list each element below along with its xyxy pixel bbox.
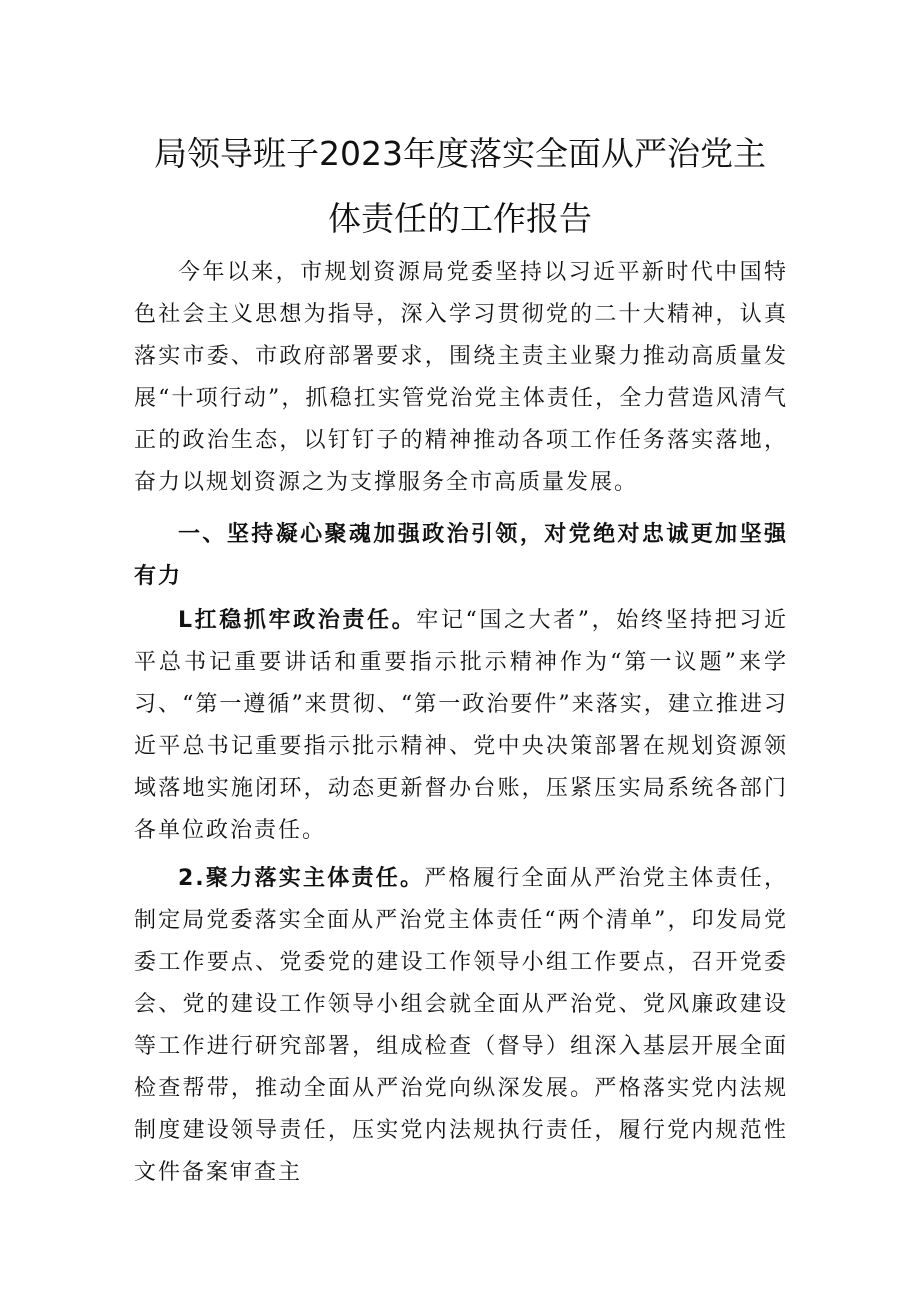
item-2-lead: 2.聚力落实主体责任。 — [178, 866, 425, 891]
item-1-lead: L扛稳抓牢政治责任。 — [178, 608, 417, 633]
item-1-paragraph — [134, 600, 788, 852]
item-2-paragraph — [134, 858, 788, 1194]
item-1-content — [134, 600, 788, 852]
item-2-text: 严格履行全面从严治党主体责任，制定局党委落实全面从严治党主体责任“两个清单”，印发局党委工作要点、党委党的建设工作领导小组工作要点，召开党委会、党的建设工作领导小组会就全面从严治党、党风廉政建设等工作进行研究部署，组成检查（督导）组深入基层开展全面检查帮带，推动全面从严治党向纵深发展。严格落实党内法规制度建设领导责任，压实党内法规执行责任，履行党内规范性文件备案审查主 — [134, 866, 788, 1185]
document-title-line2: 体责任的工作报告 — [328, 199, 592, 238]
section-heading — [134, 514, 788, 598]
item-2-content — [134, 858, 788, 1194]
item-1-text: 牢记“国之大者”，始终坚持把习近平总书记重要讲话和重要指示批示精神作为“第一议题”来学习、“第一遵循”来贯彻、“第一政治要件”来落实，建立推进习近平总书记重要指示批示精神、党中央决策部署在规划资源领域落地实施闭环，动态更新督办台账，压紧压实局系统各部门各单位政治责任。 — [134, 608, 788, 843]
section1-heading-text: 一、坚持凝心聚魂加强政治引领，对党绝对忠诚更加坚强有力 — [134, 522, 788, 589]
intro-text: 今年以来，市规划资源局党委坚持以习近平新时代中国特色社会主义思想为指导，深入学习贯彻党的二十大精神，认真落实市委、市政府部署要求，围绕主责主业聚力推动高质量发展“十项行动”，抓稳扛实管党治党主体责任，全力营造风清气正的政治生态，以钉钉子的精神推动各项工作任务落实落地，奋力以规划资源之为支撑服务全市高质量发展。 — [134, 260, 788, 495]
intro-paragraph — [134, 252, 788, 504]
document-title-line1: 局领导班子2023年度落实全面从严治党主 — [154, 134, 766, 173]
